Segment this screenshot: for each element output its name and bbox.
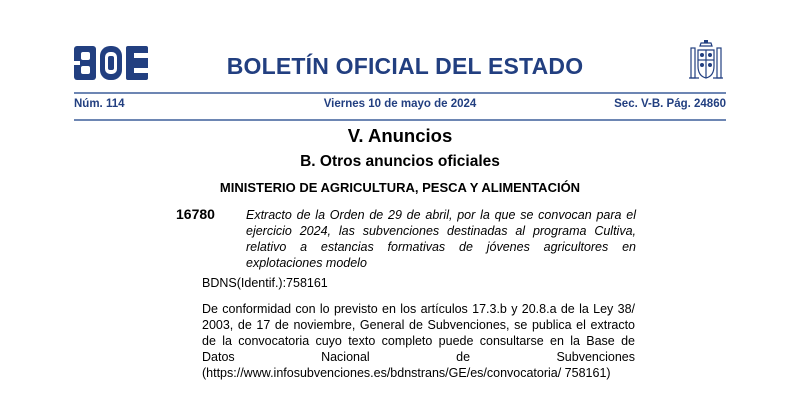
boe-logo	[74, 46, 150, 80]
section-page: Sec. V-B. Pág. 24860	[614, 98, 726, 110]
issue-date: Viernes 10 de mayo de 2024	[323, 98, 477, 110]
section-title: V. Anuncios	[347, 125, 453, 146]
announcement-number: 16780	[176, 206, 215, 222]
announcement-body: De conformidad con lo previsto en los artículos 17.3.b y 20.8.a de la Ley 38/ 2003, de 17 de noviembre, General de Subvenciones, se publica el extracto de la convocatoria cuyo texto completo puede consultarse en la Base de Datos Nacional de Subvenciones (https://www.infosubvenciones.es/bdnstrans/GE/es/convocatoria/ 758161)	[202, 302, 635, 380]
issue-number: Núm. 114	[74, 98, 125, 110]
announcement-summary: Extracto de la Orden de 29 de abril, por la que se convocan para el ejercicio 2024, las subvenciones destinadas al programa Cultiva, relativo a estancias formativas de jóvenes agricultores en explotaciones modelo	[246, 208, 636, 270]
publication-title: BOLETÍN OFICIAL DEL ESTADO	[226, 53, 584, 79]
issue-meta	[74, 98, 726, 116]
header-rule-bottom	[74, 119, 726, 121]
bdns-identifier: BDNS(Identif.):758161	[202, 276, 328, 290]
document-header	[0, 0, 800, 110]
coat-of-arms-icon	[688, 40, 724, 84]
header-rule-top	[74, 92, 726, 94]
section-subtitle: B. Otros anuncios oficiales	[300, 153, 500, 170]
ministry-heading: MINISTERIO DE AGRICULTURA, PESCA Y ALIMENTACIÓN	[219, 180, 581, 195]
